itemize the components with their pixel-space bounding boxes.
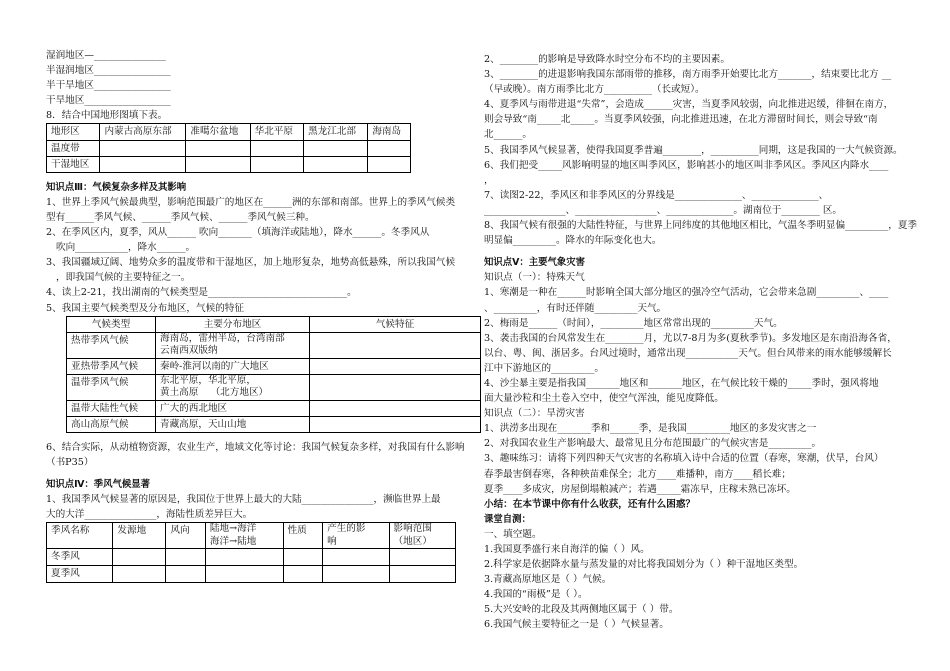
table-cell[interactable]	[113, 549, 166, 566]
text-line: 以台、粤、闽、浙居多。台风过境时，通常出现___________天气。但台风带来的雨水能够缓解长	[484, 347, 892, 359]
table-cell: 冬季风	[47, 549, 113, 566]
subsection-title: 知识点（二）：旱涝灾害	[484, 408, 585, 420]
table-cell: 高山高原气候	[67, 416, 156, 432]
selftest-title: 课堂自测：	[484, 513, 531, 525]
table-cell[interactable]	[310, 358, 481, 374]
table-cell: 广大的西北地区	[156, 400, 310, 416]
table-cell[interactable]	[323, 549, 389, 566]
right-column	[484, 52, 918, 633]
climate-table	[66, 316, 481, 433]
selftest-item: 4.我国的“雨极”是（ ）。	[484, 589, 588, 601]
text-line: 6、我们把受_____风影响明显的地区叫季风区，影响甚小的地区叫非季风区。季风区内降水____	[484, 159, 889, 171]
table-cell[interactable]	[205, 549, 283, 566]
text-line: 面大量沙粒和尘土卷入空中，使空气浑浊，能见度降低。	[484, 393, 724, 405]
terrain-table	[46, 123, 411, 172]
table-cell: 亚热带季风气候	[67, 358, 156, 374]
table-cell: 影响范围 （地区）	[389, 523, 455, 549]
text-line: 吹向___________，降水______。	[56, 242, 196, 254]
selftest-item: 3.青藏高原地区是（ ）气候。	[484, 574, 612, 586]
table-cell: 东北平原，华北平原， 黄土高原 （北方地区）	[156, 374, 310, 400]
text-line: （早或晚）。南方雨季比北方__________（长或短）。	[484, 84, 705, 96]
question-6-cont: （书P35）	[46, 457, 94, 469]
text-line: 5、我国季风气候显著，使得我国夏季普遍________，__________同期，这是我国的一大气候资源。	[484, 144, 903, 156]
region-line: 半干旱地区________________	[46, 80, 171, 92]
text-line: 、_________，有时还伴随_________天气。	[484, 302, 667, 314]
table-cell: 秦岭-淮河以南的广大地区	[156, 358, 310, 374]
table-row	[67, 358, 481, 374]
text-line: ，即我国气候的主要特征之一。	[56, 272, 191, 284]
table-cell[interactable]	[310, 332, 481, 358]
text-line: 4、沙尘暴主要是指我国_______地区和_______地区，在气候比较干燥的_____季时，强风将地	[484, 377, 879, 389]
table-cell[interactable]	[113, 566, 166, 583]
table-cell: 黑龙江北部	[304, 124, 368, 140]
table-cell: 陆地→海洋 海洋→陆地	[205, 523, 283, 549]
text-line: 夏季____多成灾，房屋倒塌粮减产；若遇_____霜冻早，庄稼未熟已冻坏。	[484, 483, 796, 495]
text-line: 5、我国主要气候类型及分布地区，气候的特征	[46, 302, 244, 314]
table-cell: 华北平原	[250, 124, 303, 140]
table-cell[interactable]	[100, 140, 186, 156]
table-cell[interactable]	[304, 156, 368, 172]
region-line: 湿润地区—_______________	[46, 50, 166, 61]
table-cell: 性质	[283, 523, 323, 549]
table-cell: 热带季风气候	[67, 332, 156, 358]
text-line: 3、袭击我国的台风常发生在________月，尤以7-8月为多(夏秋季节)。多发地区是东南沿海各省，	[484, 332, 897, 344]
section-title-k3: 知识点Ⅲ：气候复杂多样及其影响	[46, 181, 187, 193]
text-line: 2、梅雨是______（时间），_________地区常常出现的_________天气。	[484, 317, 783, 329]
text-line: 春季最害倒春寒，各种秧苗难保全；北方____难播种，南方____稻长难；	[484, 468, 791, 480]
table-cell: 海南岛，雷州半岛，台湾南部 云南西双版纳	[156, 332, 310, 358]
subsection-title: 知识点（一）：特殊天气	[484, 272, 585, 284]
text-line: 8、我国气候有很强的大陆性特征，与世界上同纬度的其他地区相比，气温冬季明显偏_________，夏季	[484, 220, 918, 232]
table-cell[interactable]	[368, 156, 411, 172]
selftest-item: 2.科学家是依据降水量与蒸发量的对比将我国划分为（ ）种干湿地区类型。	[484, 559, 804, 571]
table-cell[interactable]	[166, 549, 206, 566]
table-cell: 主要分布地区	[156, 316, 310, 332]
table-cell: 风向	[166, 523, 206, 549]
selftest-item: 6.我国气候主要特征之一是（ ）气候显著。	[484, 619, 669, 631]
text-line: _________________、_________________、______________。湖南位于________ 区。	[484, 204, 843, 216]
table-cell[interactable]	[186, 140, 250, 156]
table-row	[47, 124, 411, 140]
table-cell[interactable]	[389, 566, 455, 583]
table-cell: 温度带	[47, 140, 100, 156]
table-cell: 温带季风气候	[67, 374, 156, 400]
table-cell[interactable]	[250, 156, 303, 172]
text-line: 1、洪涝多出现在_______季和______季，是我国_________地区的多发灾害之一	[484, 423, 817, 435]
question-8: 8．结合中国地形图填下表。	[46, 110, 168, 122]
text-line: 3、趣味练习：请将下列四种天气灾害的名称填入诗中合适的位置（春寒，寒潮，伏旱，台风）	[484, 453, 884, 465]
text-line: 2、对我国农业生产影响最大、最常见且分布范围最广的气候灾害是_________。	[484, 438, 822, 450]
text-line: 7、读图2-22，季风区和非季风区的分界线是______________、______________、	[484, 189, 829, 201]
table-cell[interactable]	[205, 566, 283, 583]
selftest-item: 1.我国夏季盛行来自海洋的偏（ ）风。	[484, 544, 650, 555]
table-cell[interactable]	[250, 140, 303, 156]
table-cell: 青藏高原，天山山地	[156, 416, 310, 432]
table-row	[47, 140, 411, 156]
table-cell[interactable]	[310, 416, 481, 432]
table-row	[47, 566, 456, 583]
table-cell: 温带大陆性气候	[67, 400, 156, 416]
table-row	[67, 400, 481, 416]
question-6: 6、结合实际，从动植物资源，农业生产，地域文化等讨论：我国气候复杂多样，对我国有什么影响	[46, 441, 465, 453]
section-title-k4: 知识点Ⅳ：季风气候显著	[46, 479, 151, 491]
table-row	[67, 374, 481, 400]
table-cell[interactable]	[389, 549, 455, 566]
table-row	[67, 332, 481, 358]
text-line: 4、夏季风与雨带进退“失常”，会造成______灾害，当夏季风较弱，向北推进迟缓，徘徊在南方，	[484, 99, 894, 111]
table-cell: 气候类型	[67, 316, 156, 332]
table-cell[interactable]	[186, 156, 250, 172]
table-cell: 气候特征	[310, 316, 481, 332]
text-line: 2、在季风区内，夏季，风从______ 吹向_______（填海洋或陆地），降水______。冬季风从	[46, 227, 430, 239]
text-line: 3、________的进退影响我国东部雨带的推移，南方雨季开始要比北方_______，结束要比北方 __	[484, 69, 892, 81]
table-cell[interactable]	[368, 140, 411, 156]
text-line: 江中下游地区的_________。	[484, 362, 604, 374]
text-line: 2、________的影响是导致降水时空分布不均的主要因素。	[484, 54, 730, 65]
table-cell[interactable]	[310, 400, 481, 416]
text-line: 4、读上2-21，找出湖南的气候类型是_____________________________。	[46, 287, 357, 299]
region-line: 半湿润地区________________	[46, 65, 171, 77]
left-column	[46, 48, 466, 583]
table-cell: 地形区	[47, 124, 100, 140]
table-row	[47, 523, 456, 549]
table-cell[interactable]	[304, 140, 368, 156]
text-line: 1、我国季风气候显著的原因是，我国位于世界上最大的大陆_______________，濒临世界上最	[46, 494, 441, 506]
selftest-subtitle: 一、填空题。	[484, 528, 542, 540]
table-row	[67, 416, 481, 432]
text-line: ，	[484, 174, 494, 186]
table-cell: 海南岛	[368, 124, 411, 140]
text-line: 3、我国疆域辽阔、地势众多的温度带和干湿地区，加上地形复杂，地势高低悬殊，所以我国气候	[46, 257, 456, 269]
table-cell: 干湿地区	[47, 156, 100, 172]
text-line: 北______。	[484, 129, 532, 141]
section-title-k5: 知识点Ⅴ：主要气象灾害	[484, 257, 586, 269]
table-cell[interactable]	[166, 566, 206, 583]
table-cell: 内蒙古高原东部	[100, 124, 186, 140]
selftest-item: 5.大兴安岭的北段及其两侧地区属于（ ）带。	[484, 604, 679, 616]
table-cell[interactable]	[323, 566, 389, 583]
text-line: 大的大洋_______________，海陆性质差异巨大。	[46, 509, 253, 521]
regions-list	[46, 48, 466, 108]
text-line: 型有______季风气候、______季风气候、______季风气候三种。	[46, 211, 315, 223]
text-line: 则会导致“南_____北_____。当夏季风较强，向北推进迅速，在北方滞留时间长，则会导致“南	[484, 114, 878, 126]
table-cell: 准噶尔盆地	[186, 124, 250, 140]
table-cell: 季风名称	[47, 523, 113, 549]
table-row	[47, 156, 411, 172]
text-line: 1、寒潮是一种在______时影响全国大部分地区的强冷空气活动，它会带来急剧_________、____	[484, 287, 889, 299]
monsoon-table	[46, 522, 456, 583]
table-cell: 发源地	[113, 523, 166, 549]
table-cell[interactable]	[100, 156, 186, 172]
text-line: 1、世界上季风气候最典型，影响范围最广的地区在______洲的东部和南部。世界上的季风气候类	[46, 196, 456, 208]
summary: 小结：在本节课中你有什么收获，还有什么困惑？	[484, 498, 696, 510]
table-cell[interactable]	[283, 566, 323, 583]
region-line: 干旱地区__________________	[46, 95, 171, 107]
table-cell[interactable]	[310, 374, 481, 400]
table-row	[67, 316, 481, 332]
text-line: 明显偏_________。降水的年际变化也大。	[484, 235, 662, 247]
table-cell: 夏季风	[47, 566, 113, 583]
table-cell: 产生的影 响	[323, 523, 389, 549]
table-cell[interactable]	[283, 549, 323, 566]
table-row	[47, 549, 456, 566]
